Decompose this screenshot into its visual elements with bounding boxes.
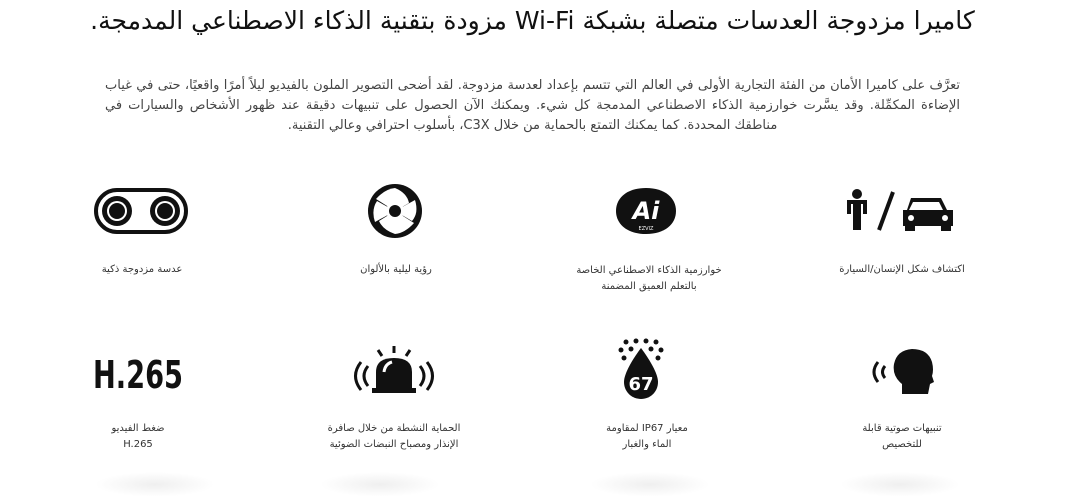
bottom-shadow-4 (840, 472, 960, 497)
human-vehicle-icon (845, 188, 957, 232)
svg-text:Ai: Ai (632, 197, 660, 225)
voice-alert-icon (866, 346, 938, 396)
aperture-icon (367, 183, 423, 239)
svg-text:EZVIZ: EZVIZ (638, 226, 654, 232)
feature-label-active-protection: الحماية النشطة من خلال صافرة الإنذار ومصباح النبضات الضوئية (327, 423, 461, 450)
feature-label-dual-lens: عدسة مزدوجة ذكية (101, 264, 183, 275)
h265-icon-text: H.265 (93, 353, 183, 397)
h265-icon (90, 352, 186, 397)
ip67-icon-text: 67 (628, 374, 654, 395)
ip67-drop-icon (616, 338, 666, 400)
page-title: كاميرا مزدوجة العدسات متصلة بشبكة Wi-Fi مزودة بتقنية الذكاء الاصطناعي المدمجة. (90, 6, 975, 35)
bottom-shadow-1 (95, 472, 215, 497)
bottom-shadow-2 (320, 472, 440, 497)
product-description: تعرَّف على كاميرا الأمان من الفئة التجارية الأولى في العالم التي تتسم بإعداد لعدسة مزدوجة. لقد أضحى التصوير الملون بالفيديو ليلاً أمرًا واقعيًا، حتى في غياب الإضاءة المكمِّلة. وقد يسَّرت خوارزمية الذكاء الاصطناعي المدمجة كل شيء. ويمكنك الآن الحصول على تنبيهات دقيقة عند ظهور الأشخاص والسيارات في مناطقك المحددة. كما يمكنك التمتع بالحماية من خلال C3X، بأسلوب احترافي وعالي التقنية. (105, 78, 960, 133)
ai-chip-icon (613, 186, 679, 236)
feature-label-h265: ضغط الفيديو H.265 (111, 423, 165, 450)
dual-lens-icon (93, 187, 189, 235)
feature-label-voice-alerts: تنبيهات صوتية قابلة للتخصيص (862, 423, 942, 450)
bottom-shadow-3 (590, 472, 710, 497)
feature-label-night-color: رؤية ليلية بالألوان (360, 264, 432, 275)
feature-label-ip67: معيار IP67 لمقاومة الماء والغبار (606, 423, 688, 450)
feature-label-ai-algorithm: خوارزمية الذكاء الاصطناعي الخاصة بالتعلم العميق المضمنة (576, 265, 722, 292)
siren-icon (350, 346, 438, 394)
feature-label-human-vehicle: اكتشاف شكل الإنسان/السيارة (839, 264, 965, 275)
